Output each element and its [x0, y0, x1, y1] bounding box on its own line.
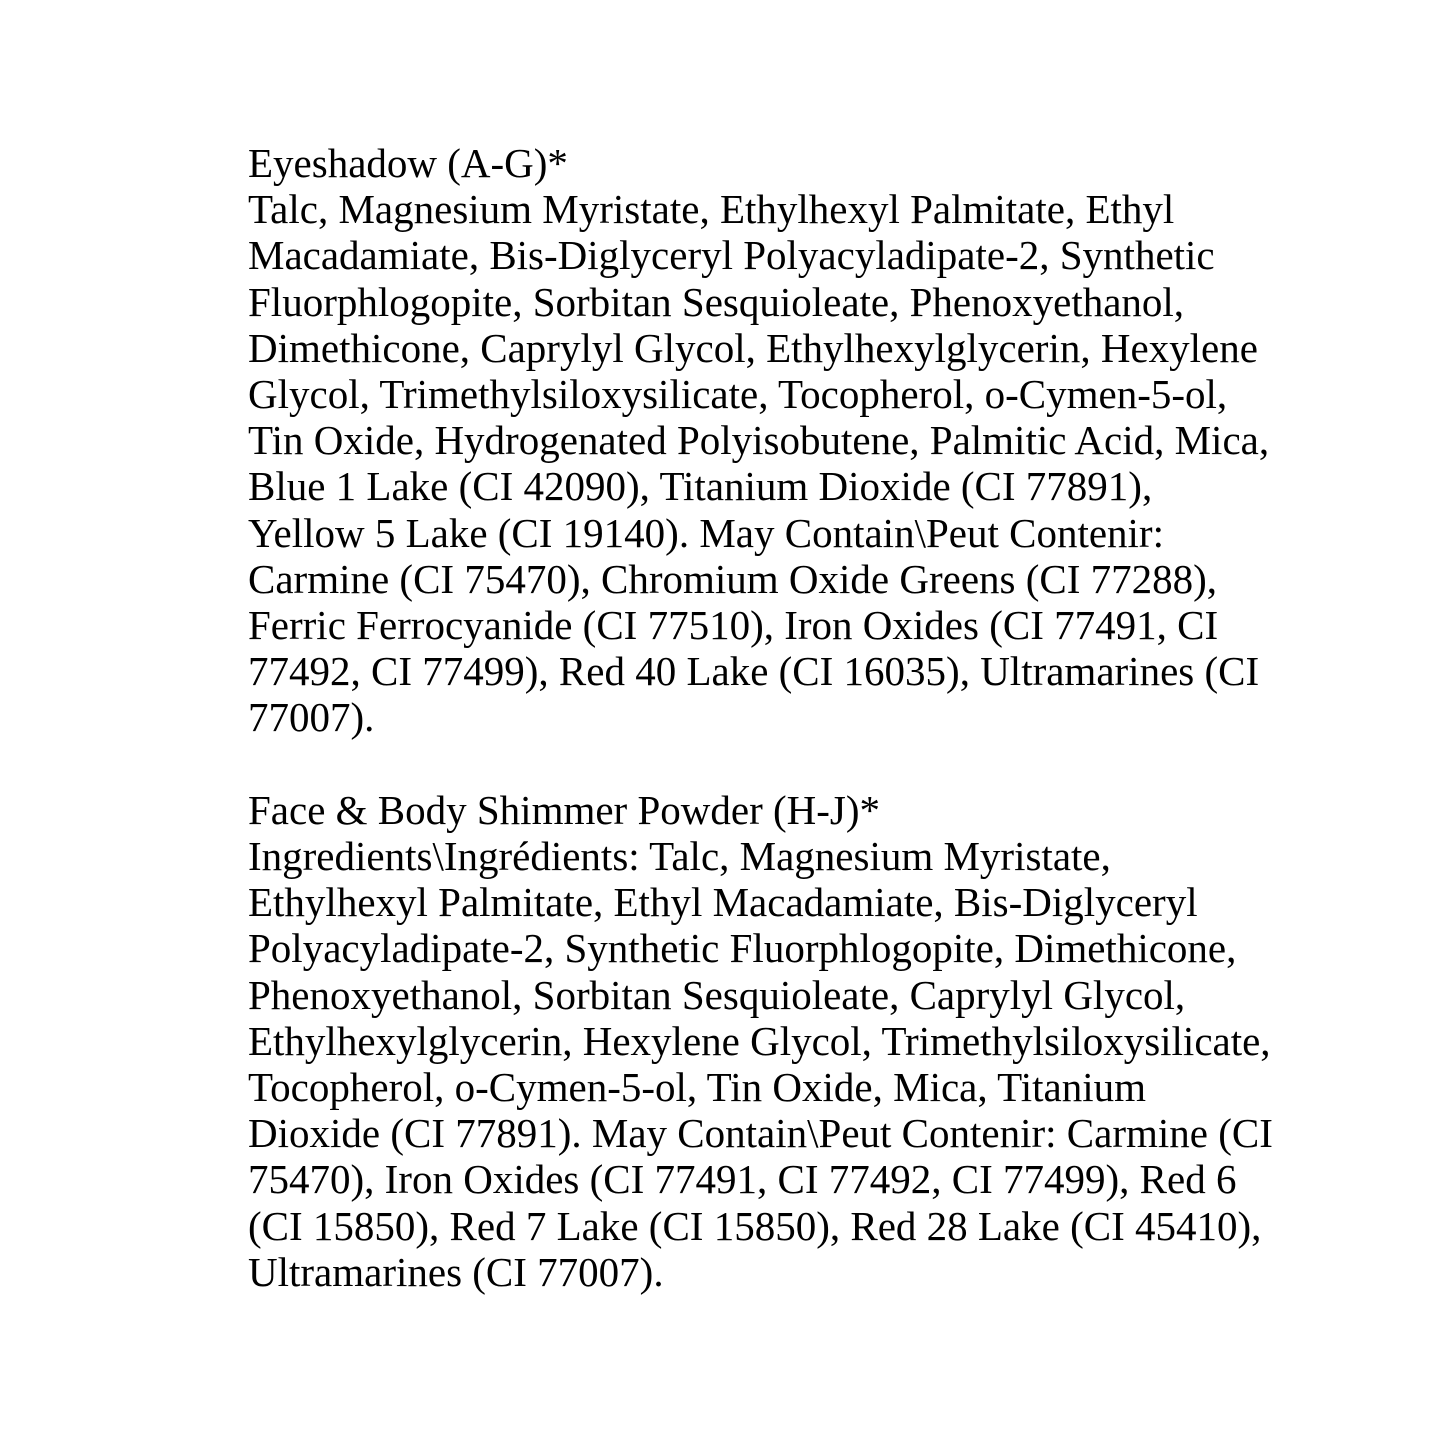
- ingredients-line: Phenoxyethanol, Sorbitan Sesquioleate, Caprylyl Glycol,: [248, 971, 1186, 1018]
- section-title: Eyeshadow (A-G)*: [248, 140, 568, 186]
- ingredients-line: Carmine (CI 75470), Chromium Oxide Greens (CI 77288),: [248, 555, 1218, 602]
- ingredients-line: Tocopherol, o-Cymen-5-ol, Tin Oxide, Mica, Titanium: [248, 1064, 1146, 1111]
- ingredients-line: Polyacyladipate-2, Synthetic Fluorphlogopite, Dimethicone,: [248, 925, 1237, 972]
- ingredients-line: Tin Oxide, Hydrogenated Polyisobutene, Palmitic Acid, Mica,: [248, 417, 1270, 464]
- ingredients-line: Macadamiate, Bis-Diglyceryl Polyacyladipate-2, Synthetic: [248, 232, 1215, 279]
- ingredients-line: Ethylhexyl Palmitate, Ethyl Macadamiate, Bis-Diglyceryl: [248, 879, 1198, 926]
- section-title: Face & Body Shimmer Powder (H-J)*: [248, 786, 880, 833]
- ingredients-line: 77492, CI 77499), Red 40 Lake (CI 16035), Ultramarines (CI: [248, 648, 1260, 695]
- ingredients-line: Ultramarines (CI 77007).: [248, 1248, 664, 1295]
- ingredients-line: Dioxide (CI 77891). May Contain\Peut Contenir: Carmine (CI: [248, 1110, 1273, 1157]
- ingredients-line: Yellow 5 Lake (CI 19140). May Contain\Peut Contenir:: [248, 509, 1164, 556]
- ingredient-section: [248, 140, 1273, 741]
- ingredients-line: Ethylhexylglycerin, Hexylene Glycol, Trimethylsiloxysilicate,: [248, 1017, 1271, 1064]
- ingredients-line: Talc, Magnesium Myristate, Ethylhexyl Palmitate, Ethyl: [248, 186, 1175, 233]
- ingredients-line: (CI 15850), Red 7 Lake (CI 15850), Red 28 Lake (CI 45410),: [248, 1202, 1262, 1249]
- ingredients-line: 77007).: [248, 694, 375, 741]
- ingredients-line: Blue 1 Lake (CI 42090), Titanium Dioxide (CI 77891),: [248, 463, 1153, 510]
- ingredients-line: Fluorphlogopite, Sorbitan Sesquioleate, Phenoxyethanol,: [248, 278, 1185, 325]
- ingredients-line: Ferric Ferrocyanide (CI 77510), Iron Oxides (CI 77491, CI: [248, 602, 1219, 649]
- ingredients-line: Dimethicone, Caprylyl Glycol, Ethylhexylglycerin, Hexylene: [248, 324, 1258, 371]
- ingredients-line: Glycol, Trimethylsiloxysilicate, Tocopherol, o-Cymen-5-ol,: [248, 371, 1228, 418]
- ingredients-document: [248, 140, 1273, 1295]
- ingredients-line: Ingredients\Ingrédients: Talc, Magnesium Myristate,: [248, 833, 1111, 880]
- ingredient-section: [248, 787, 1273, 1295]
- ingredients-line: 75470), Iron Oxides (CI 77491, CI 77492, CI 77499), Red 6: [248, 1156, 1237, 1203]
